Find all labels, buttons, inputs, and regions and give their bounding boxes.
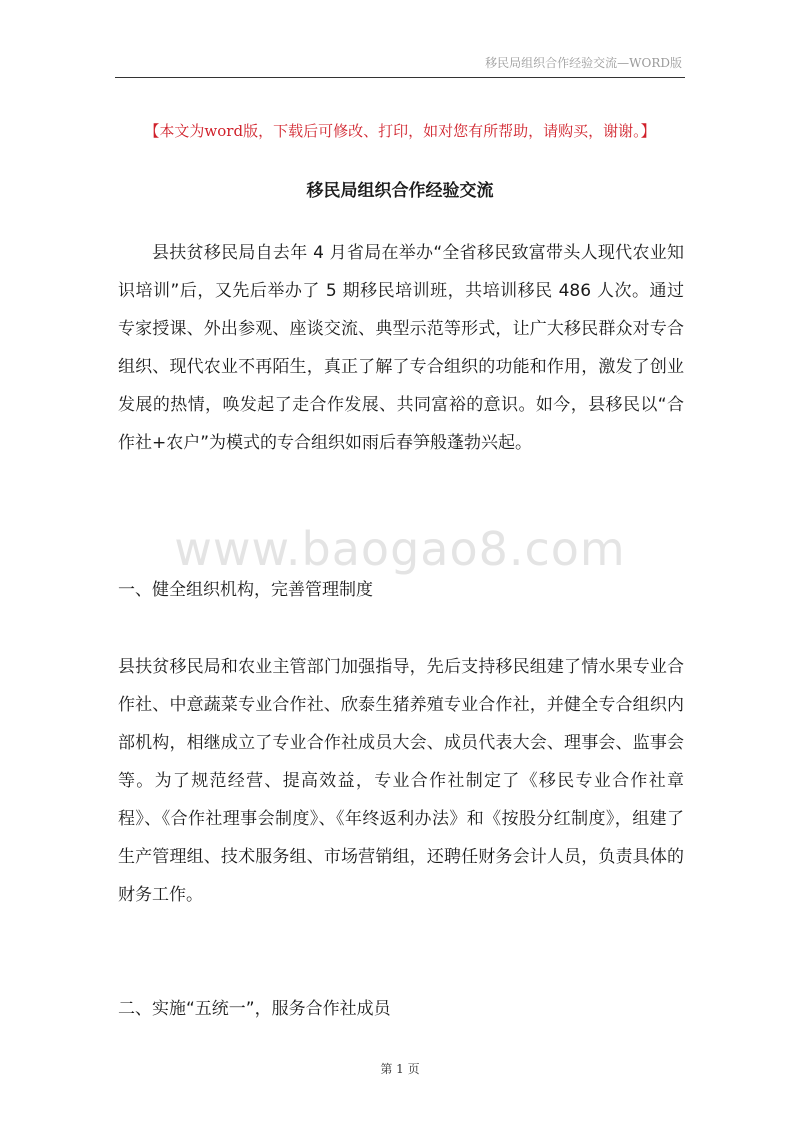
header-divider [115, 77, 685, 78]
page-number: 第 1 页 [380, 1062, 420, 1076]
purchase-notice: 【本文为word版，下载后可修改、打印，如对您有所帮助，请购买，谢谢。】 [144, 122, 656, 140]
watermark: www.baogao8.com [174, 522, 626, 576]
section1-heading: 一、健全组织机构，完善管理制度 [118, 580, 373, 600]
section2-heading: 二、实施“五统一”，服务合作社成员 [118, 999, 391, 1019]
running-header: 移民局组织合作经验交流—WORD版 [485, 56, 682, 70]
section1-paragraph: 县扶贫移民局和农业主管部门加强指导，先后支持移民组建了情水果专业合作社、中意蔬菜专业合作社、欣泰生猪养殖专业合作社，并健全专合组织内部机构，相继成立了专业合作社成员大会、成员代表大会、理事会、监事会等。为了规范经营、提高效益，专业合作社制定了《移民专业合作社章程》、《合作社理事会制度》、《年终返利办法》和《按股分红制度》，组建了生产管理组、技术服务组、市场营销组，还聘任财务会计人员，负责具体的财务工作。 [118, 657, 684, 905]
intro-paragraph: 县扶贫移民局自去年 4 月省局在举办“全省移民致富带头人现代农业知识培训”后，又先后举办了 5 期移民培训班，共培训移民 486 人次。通过专家授课、外出参观、座谈交流、典型示范等形式，让广大移民群众对专合组织、现代农业不再陌生，真正了解了专合组织的功能和作用，激发了创业发展的热情，唤发起了走合作发展、共同富裕的意识。如今，县移民以“合作社+农户”为模式的专合组织如雨后春笋般蓬勃兴起。 [118, 243, 684, 453]
document-title: 移民局组织合作经验交流 [306, 181, 494, 201]
